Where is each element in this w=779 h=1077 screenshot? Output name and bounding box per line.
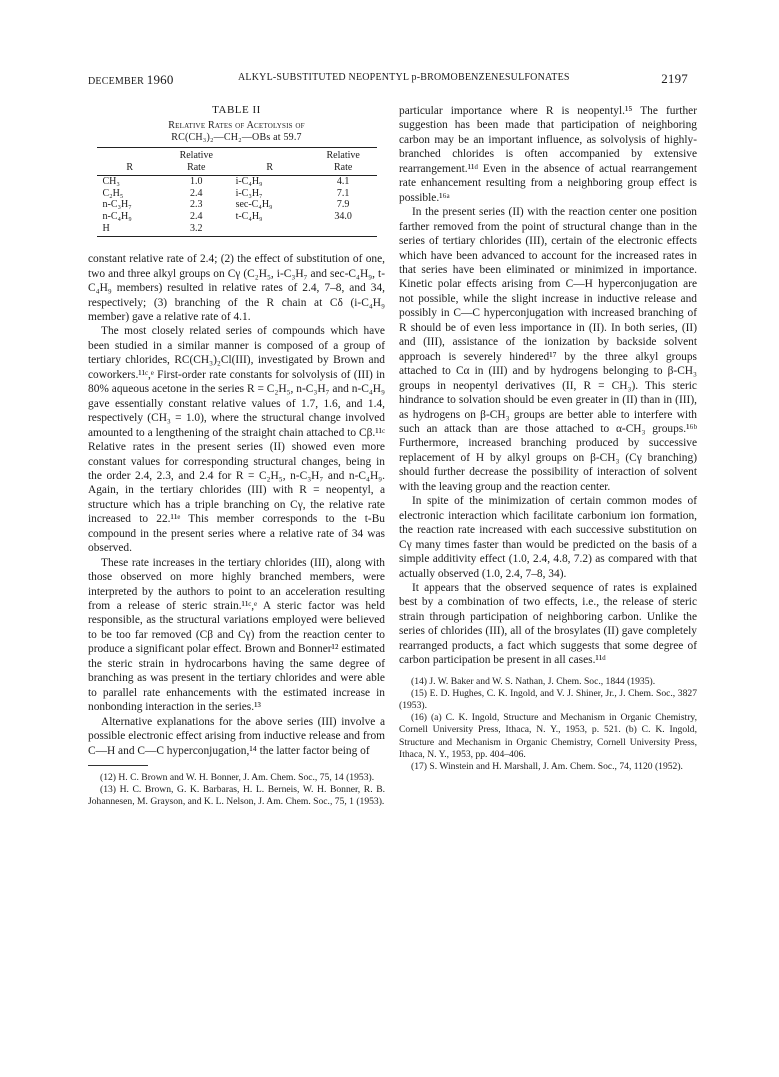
cell-rate: 2.4 [189,210,203,222]
table-ii [88,104,385,237]
cell-rate: 7.1 [336,187,350,199]
body-paragraph: constant relative rate of 2.4; (2) the effect of substitution of one, two and three alkyl groups on Cγ (C₂H₅, i-C₃H₇ and sec-C₄H₉, t-C₄H₉ members) resulted in relative rates of 2.4, 7–8, and 34, respectively; (3) branching of the R chain at Cδ (i-C₄H₉ member) gave a relative rate of 4.1. [88,253,385,323]
footnote: (13) H. C. Brown, G. K. Barbaras, H. L. Berneis, W. H. Bonner, R. B. Johannesen, M. Grayson, and K. L. Nelson, J. Am. Chem. Soc., 75, 1 (1953). [88,784,385,808]
left-column [88,104,385,809]
right-body-text [399,104,697,668]
right-column [399,104,697,773]
cell-r: sec-C₄H₉ [235,199,273,211]
cell-r: i-C₄H₉ [235,176,263,188]
table-caption-line1: Relative Rates of Acetolysis of [168,120,305,131]
cell-rate: 2.4 [189,187,203,199]
running-title: ALKYL-SUBSTITUTED NEOPENTYL p-BROMOBENZENESULFONATES [238,72,570,83]
col-header-r-2: R [230,162,310,176]
cell-rate: 34.0 [334,210,352,222]
left-body-text [88,252,385,758]
cell-r: H [97,223,163,237]
body-paragraph: These rate increases in the tertiary chlorides (III), along with those observed on more highly branched members, were interpreted by the authors to point to an acceleration resulting from a release of steric strain.¹¹ᶜ,ᵉ A steric factor was held responsible, as the structural variations employed were believed to be too far removed (Cβ and Cγ) from the reaction center to produce a significant polar effect. Brown and Bonner¹² estimated the steric strain in hydrocarbons having the same degree of branching as was present in the tertiary chlorides and were able to parallel rate enhancements with the estimated increase in nonbonding interaction in the series.¹³ [88,556,385,714]
table-caption-line2: RC(CH₃)₂—CH₂—OBs at 59.7 [171,132,302,143]
footnote: (14) J. W. Baker and W. S. Nathan, J. Chem. Soc., 1844 (1935). [411,675,656,687]
footnote: (12) H. C. Brown and W. H. Bonner, J. Am. Chem. Soc., 75, 14 (1953). [100,772,375,784]
body-paragraph: particular importance where R is neopentyl.¹⁵ The further suggestion has been made that participation of neighboring carbon may be an important influence, as solvolysis of highly-branched chlorides is often accompanied by extensive rearrangement.¹¹ᵈ Even in the absence of actual rearrangement rate enhancement resulting from a neighboring group effect is possible.¹⁶ᵃ [399,105,697,204]
table-row [97,199,377,211]
cell-rate: 1.0 [189,176,203,188]
body-paragraph: The most closely related series of compounds which have been studied in a similar manner is composed of a group of tertiary chlorides, RC(CH₃)₂Cl(III), investigated by Brown and coworkers.¹¹ᶜ,ᵉ First-order rate constants for solvolysis of (III) in 80% aqueous acetone in the series R = C₂H₅, n-C₃H₇ and n-C₄H₉ gave essentially constant relative values of 1.7, 1.6, and 1.4, respectively (CH₃ = 1.0), where the structural change involved amounted to a lengthening of the straight chain attached to Cβ.¹¹ᶜ Relative rates in the present series (II) showed even more constant values for corresponding structural changes, being in the order 2.4, 2.3, and 2.4 for R = C₂H₅, n-C₃H₇ and n-C₄H₉. Again, in the tertiary chlorides (III) with R = neopentyl, a structure which has a triple branching on Cγ, the relative rate increased to 22.¹¹ᵉ This member corresponds to the t-Bu compound in the present series where a relative rate of 34 was observed. [88,325,385,555]
table-caption [88,120,385,144]
cell-r: CH₃ [102,176,120,188]
cell-rate: 2.3 [189,199,203,211]
col-header-rate-1: Rate [163,162,230,176]
rates-table [97,147,377,237]
footnote-rule [88,765,148,766]
body-paragraph: Alternative explanations for the above series (III) involve a possible electronic effect arising from inductive release and from C—H and C—C hyperconjugation,¹⁴ the latter factor being of [88,715,385,757]
table-row [97,188,377,200]
footnote: (15) E. D. Hughes, C. K. Ingold, and V. J. Shiner, Jr., J. Chem. Soc., 3827 (1953). [399,687,697,712]
left-footnotes [88,772,385,809]
body-paragraph: It appears that the observed sequence of rates is explained best by a combination of two effects, i.e., the release of steric strain through participation of neighboring carbon. Unlike the series of chlorides (III), all of the brosylates (II) gave completely rearranged products, a fact which suggests that some degree of carbon participation be present in all cases.¹¹ᵈ [399,581,697,667]
issue-year: 1960 [146,72,174,87]
cell-r: t-C₄H₉ [235,210,263,222]
cell-rate: 4.1 [336,176,350,188]
body-paragraph: In spite of the minimization of certain common modes of electronic interaction which facilitate carbonium ion formation, the reaction rate increased with each successive substitution on Cγ many times faster than would be predicted on the basis of a simple additivity effect (1.0, 2.4, 4.8, 7.2) as compared with that actually observed (1.0, 2.4, 7–8, 34). [399,495,697,580]
table-row [97,176,377,188]
table-label: TABLE II [212,104,261,116]
running-head [88,72,688,88]
table-row [97,223,377,237]
cell-r: n-C₄H₉ [102,210,132,222]
col-header-r-1: R [97,162,163,176]
rates-table-body [97,176,377,237]
col-header-relative-1: Relative [163,148,230,162]
cell-r: n-C₃H₇ [102,199,132,211]
cell-rate [310,223,377,237]
body-paragraph: In the present series (II) with the reaction center one position farther removed from the point of structural change than in the series of tertiary chlorides (III), certain of the electronic effects which have been advanced to account for the increased rates in that series have been eliminated or minimized in importance. Kinetic polar effects arising from C—H hyperconjugation are not possible, while the slight increase in inductive release and possibly in C—C hyperconjugation with increased branching of R should be of even less importance in (II). In both series, (II) and (III), assistance of the ionization by backside solvent approach is severely hindered¹⁷ by the three alkyl groups attached to Cα in (III) and by hydrogens belonging to β-CH₃ groups in neopentyl derivatives (II, R = CH₃). This steric hindrance to solvation should be even greater in (II) than in (III), as hydrogens on β-CH₃ groups are better able to interfere with such an attack than are those attached to α-CH₃ groups.¹⁶ᵇ Furthermore, increased branching produced by successive replacement of H by alkyl groups on β-CH₃ (Cγ branching) should further decrease the possibility of interaction of solvent with the leaving group and the reaction center. [399,206,697,493]
page-number: 2197 [661,71,688,86]
cell-r [230,223,310,237]
footnote: (16) (a) C. K. Ingold, Structure and Mechanism in Organic Chemistry, Cornell University Press, Ithaca, N. Y., 1953, p. 521. (b) C. K. Ingold, Structure and Mechanism in Organic Chemistry, Cornell University Press, Ithaca, N. Y., 1953, pp. 404–406. [399,712,697,760]
col-header-rate-2: Rate [310,162,377,176]
issue-month: DECEMBER [88,76,145,87]
col-header-relative-2: Relative [310,148,377,162]
footnote: (17) S. Winstein and H. Marshall, J. Am. Chem. Soc., 74, 1120 (1952). [411,761,683,773]
table-row [97,211,377,223]
cell-r: C₂H₅ [102,187,124,199]
cell-r: i-C₃H₇ [235,187,263,199]
cell-rate: 7.9 [336,199,350,211]
issue-date [88,72,174,88]
right-footnotes [399,676,697,774]
cell-rate: 3.2 [163,223,230,237]
